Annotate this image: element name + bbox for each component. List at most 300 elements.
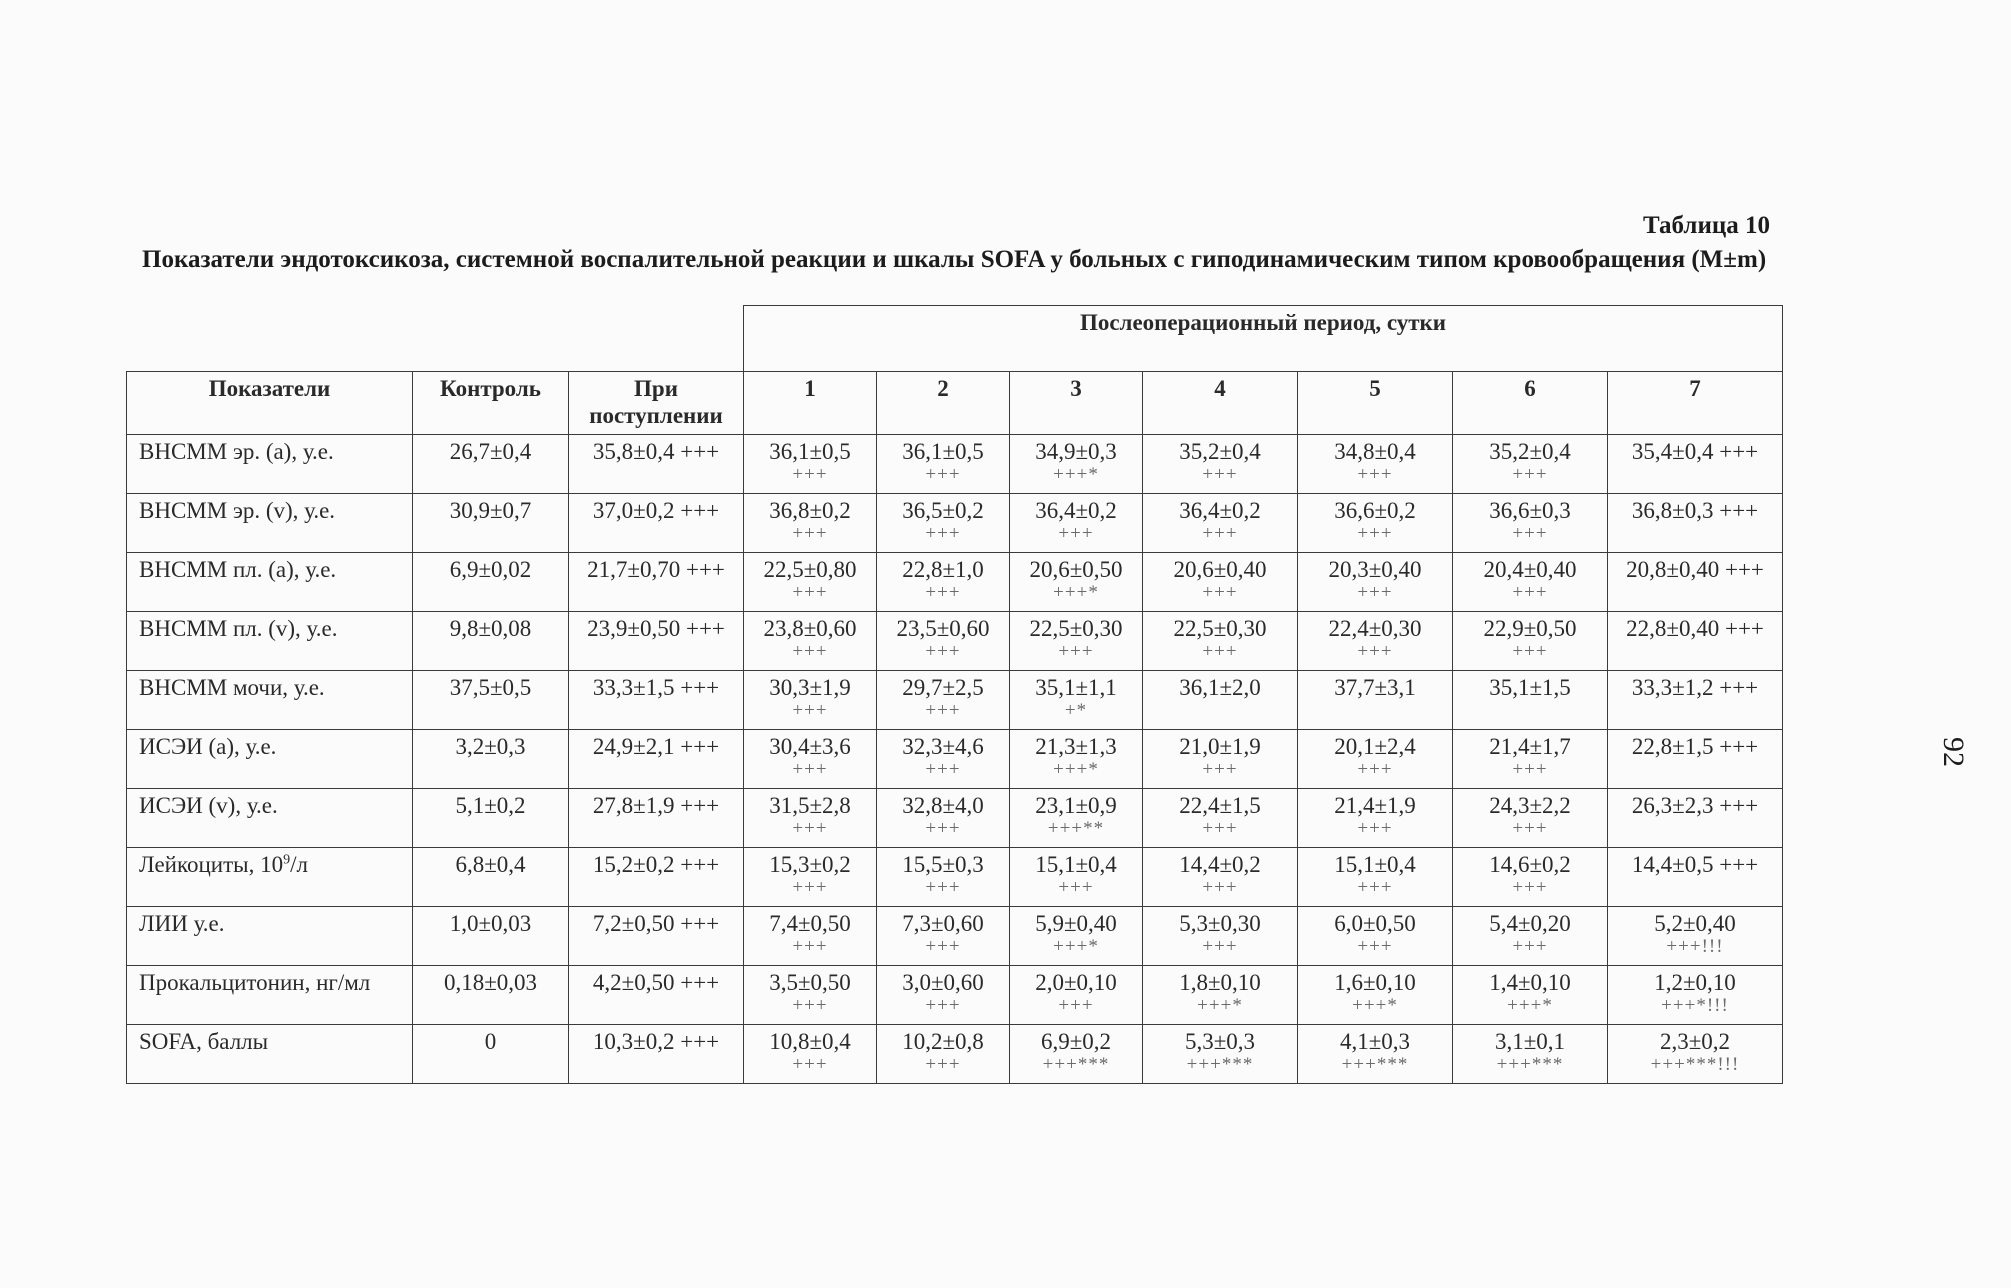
table-cell (413, 789, 569, 848)
significance-marker: +++ (1357, 818, 1393, 839)
data-table (126, 305, 1783, 1084)
significance-marker: +++ (1202, 641, 1238, 662)
cell-value: 15,1±0,4 (1035, 852, 1117, 877)
table-cell (744, 435, 877, 494)
significance-marker: +++ (1512, 759, 1548, 780)
cell-value: 15,5±0,3 (902, 852, 984, 877)
table-cell (877, 612, 1010, 671)
significance-marker: +++* (1053, 759, 1099, 780)
cell-value: 37,0±0,2 +++ (592, 498, 720, 523)
significance-marker: +++* (1053, 464, 1099, 485)
table-caption: Показатели эндотоксикоза, системной воспалительной реакции и шкалы SOFA у больных с гиподинамическим типом кровообращения (M±m) (142, 246, 1767, 273)
cell-value: 1,6±0,10 (1334, 970, 1416, 995)
table-cell (1143, 435, 1298, 494)
table-cell (1010, 553, 1143, 612)
cell-value: 34,9±0,3 (1035, 439, 1117, 464)
table-cell (744, 730, 877, 789)
cell-value: 23,9±0,50 +++ (587, 616, 725, 641)
cell-value: 6,9±0,02 (449, 557, 532, 582)
significance-marker: +++*** (1341, 1054, 1409, 1075)
cell-value: 7,4±0,50 (769, 911, 851, 936)
cell-value: 22,5±0,30 (1173, 616, 1267, 641)
cell-value: 24,9±2,1 +++ (592, 734, 720, 759)
cell-value: 36,6±0,3 (1489, 498, 1571, 523)
table-cell (569, 907, 744, 966)
cell-value: 22,5±0,30 (1029, 616, 1123, 641)
cell-value: 22,4±0,30 (1328, 616, 1422, 641)
cell-value: 36,5±0,2 (902, 498, 984, 523)
table-cell (1143, 553, 1298, 612)
significance-marker: +++ (1058, 995, 1094, 1016)
cell-value: 37,5±0,5 (449, 675, 532, 700)
table-cell (1010, 848, 1143, 907)
cell-value: 33,3±1,2 +++ (1631, 675, 1759, 700)
significance-marker: +++ (925, 936, 961, 957)
cell-value: 32,8±4,0 (902, 793, 984, 818)
table-cell (1143, 730, 1298, 789)
cell-value: 36,4±0,2 (1035, 498, 1117, 523)
cell-value: 32,3±4,6 (902, 734, 984, 759)
cell-value: 23,1±0,9 (1035, 793, 1117, 818)
cell-value: 6,9±0,2 (1040, 1029, 1112, 1054)
table-cell (1143, 848, 1298, 907)
table-cell (1010, 671, 1143, 730)
cell-value: 36,8±0,2 (769, 498, 851, 523)
table-cell (877, 1025, 1010, 1084)
table-cell (877, 966, 1010, 1025)
table-cell (569, 435, 744, 494)
significance-marker: +++ (1058, 641, 1094, 662)
significance-marker: +++* (1053, 936, 1099, 957)
table-row (127, 789, 1783, 848)
row-label-text: Прокальцитонин, нг/мл (139, 970, 371, 995)
cell-value: 22,8±0,40 +++ (1626, 616, 1764, 641)
cell-value: 3,5±0,50 (769, 970, 851, 995)
table-cell (744, 671, 877, 730)
row-label-text: ВНСММ пл. (а), у.е. (139, 557, 337, 582)
significance-marker: +++ (925, 523, 961, 544)
table-cell (413, 612, 569, 671)
cell-value: 3,1±0,1 (1494, 1029, 1566, 1054)
table-cell (744, 553, 877, 612)
column-header: Показатели (127, 372, 413, 435)
significance-marker: +++*!!! (1661, 995, 1729, 1016)
cell-value: 15,3±0,2 (769, 852, 851, 877)
significance-marker: +++ (792, 464, 828, 485)
significance-marker: +++ (925, 641, 961, 662)
table-cell (1298, 553, 1453, 612)
significance-marker: +++** (1047, 818, 1105, 839)
table-cell (413, 848, 569, 907)
column-header: 1 (744, 372, 877, 435)
table-cell (1608, 789, 1783, 848)
significance-marker: +++ (792, 936, 828, 957)
cell-value: 31,5±2,8 (769, 793, 851, 818)
row-label (127, 730, 413, 789)
significance-marker: +++ (1512, 582, 1548, 603)
table-cell (1453, 553, 1608, 612)
cell-value: 26,3±2,3 +++ (1631, 793, 1759, 818)
cell-value: 6,0±0,50 (1334, 911, 1416, 936)
table-cell (413, 907, 569, 966)
cell-value: 14,6±0,2 (1489, 852, 1571, 877)
row-label (127, 848, 413, 907)
row-label (127, 671, 413, 730)
table-cell (1608, 494, 1783, 553)
significance-marker: +++ (925, 877, 961, 898)
table-cell (569, 1025, 744, 1084)
table-cell (1608, 435, 1783, 494)
table-number: Таблица 10 (1642, 212, 1770, 239)
table-cell (569, 730, 744, 789)
table-cell (1298, 907, 1453, 966)
significance-marker: +++ (1202, 877, 1238, 898)
significance-marker: +++ (1357, 759, 1393, 780)
table-row (127, 848, 1783, 907)
table-cell (1298, 1025, 1453, 1084)
table-cell (877, 553, 1010, 612)
row-label-text: SOFA, баллы (139, 1029, 269, 1054)
table-row (127, 907, 1783, 966)
table-cell (1608, 553, 1783, 612)
column-header: Контроль (413, 372, 569, 435)
significance-marker: +++ (1202, 936, 1238, 957)
row-label-superscript: 9 (283, 852, 291, 868)
row-label-text: ВНСММ эр. (а), у.е. (139, 439, 334, 464)
significance-marker: +++ (925, 818, 961, 839)
table-row (127, 494, 1783, 553)
cell-value: 22,9±0,50 (1483, 616, 1577, 641)
table-row (127, 1025, 1783, 1084)
significance-marker: +++* (1197, 995, 1243, 1016)
cell-value: 2,0±0,10 (1035, 970, 1117, 995)
cell-value: 36,1±2,0 (1179, 675, 1261, 700)
table-cell (413, 1025, 569, 1084)
significance-marker: +++ (925, 759, 961, 780)
column-header: 5 (1298, 372, 1453, 435)
table-cell (1453, 1025, 1608, 1084)
cell-value: 10,8±0,4 (769, 1029, 851, 1054)
cell-value: 2,3±0,2 (1659, 1029, 1731, 1054)
table-cell (413, 730, 569, 789)
cell-value: 5,1±0,2 (455, 793, 526, 818)
cell-value: 22,4±1,5 (1179, 793, 1261, 818)
table-cell (1010, 494, 1143, 553)
significance-marker: +++ (1058, 877, 1094, 898)
cell-value: 20,4±0,40 (1483, 557, 1577, 582)
cell-value: 22,8±1,5 +++ (1631, 734, 1759, 759)
group-header: Послеоперационный период, сутки (744, 306, 1783, 372)
table-cell (877, 435, 1010, 494)
significance-marker: +++* (1352, 995, 1398, 1016)
cell-value: 14,4±0,5 +++ (1631, 852, 1759, 877)
significance-marker: +++ (925, 464, 961, 485)
table-row (127, 435, 1783, 494)
table-cell (1143, 907, 1298, 966)
cell-value: 4,1±0,3 (1339, 1029, 1411, 1054)
table-cell (1453, 966, 1608, 1025)
significance-marker: +++* (1053, 582, 1099, 603)
cell-value: 22,8±1,0 (902, 557, 984, 582)
cell-value: 7,2±0,50 +++ (592, 911, 720, 936)
significance-marker: +++ (792, 759, 828, 780)
table-cell (1608, 848, 1783, 907)
table-cell (877, 789, 1010, 848)
table-cell (1298, 966, 1453, 1025)
table-cell (1010, 1025, 1143, 1084)
cell-value: 21,4±1,9 (1334, 793, 1416, 818)
table-cell (1453, 494, 1608, 553)
table-cell (1608, 612, 1783, 671)
row-label-text: ВНСММ мочи, у.е. (139, 675, 325, 700)
table-cell (744, 848, 877, 907)
row-label-unit: /л (290, 852, 308, 877)
table-cell (1010, 966, 1143, 1025)
table-cell (569, 553, 744, 612)
table-cell (1608, 966, 1783, 1025)
table-cell (413, 494, 569, 553)
significance-marker: +++ (1512, 523, 1548, 544)
significance-marker: +++ (1357, 582, 1393, 603)
significance-marker: +++ (1357, 464, 1393, 485)
table-body (127, 435, 1783, 1084)
cell-value: 20,6±0,50 (1029, 557, 1123, 582)
significance-marker: +++*** (1042, 1054, 1110, 1075)
cell-value: 36,1±0,5 (902, 439, 984, 464)
cell-value: 14,4±0,2 (1179, 852, 1261, 877)
significance-marker: +++ (1202, 523, 1238, 544)
cell-value: 1,4±0,10 (1489, 970, 1571, 995)
significance-marker: +++ (1357, 877, 1393, 898)
cell-value: 20,6±0,40 (1173, 557, 1267, 582)
cell-value: 3,0±0,60 (902, 970, 984, 995)
table-cell (569, 494, 744, 553)
cell-value: 37,7±3,1 (1334, 675, 1416, 700)
column-header: 4 (1143, 372, 1298, 435)
table-cell (413, 966, 569, 1025)
table-cell (1143, 789, 1298, 848)
cell-value: 21,0±1,9 (1179, 734, 1261, 759)
table-cell (569, 789, 744, 848)
cell-value: 10,2±0,8 (902, 1029, 984, 1054)
cell-value: 35,4±0,4 +++ (1631, 439, 1759, 464)
cell-value: 21,4±1,7 (1489, 734, 1571, 759)
table-cell (877, 848, 1010, 907)
row-label-text: ИСЭИ (v), у.е. (139, 793, 278, 818)
table-cell (1298, 789, 1453, 848)
table-cell (1298, 671, 1453, 730)
significance-marker: +++ (925, 700, 961, 721)
table-cell (413, 553, 569, 612)
cell-value: 35,1±1,1 (1035, 675, 1117, 700)
cell-value: 10,3±0,2 +++ (592, 1029, 720, 1054)
cell-value: 35,2±0,4 (1489, 439, 1571, 464)
table-cell (1010, 789, 1143, 848)
significance-marker: +++ (792, 818, 828, 839)
table-cell (744, 494, 877, 553)
significance-marker: +++***!!! (1650, 1054, 1740, 1075)
column-header: 7 (1608, 372, 1783, 435)
row-label (127, 435, 413, 494)
table-cell (413, 435, 569, 494)
table-row (127, 553, 1783, 612)
cell-value: 36,8±0,3 +++ (1631, 498, 1759, 523)
significance-marker: +++ (1512, 936, 1548, 957)
significance-marker: +++ (792, 995, 828, 1016)
cell-value: 20,3±0,40 (1328, 557, 1422, 582)
table-cell (1010, 435, 1143, 494)
column-header: При поступлении (569, 372, 744, 435)
significance-marker: +++ (792, 523, 828, 544)
table-cell (744, 907, 877, 966)
table-row (127, 612, 1783, 671)
significance-marker: +++ (1357, 523, 1393, 544)
cell-value: 21,7±0,70 +++ (587, 557, 725, 582)
table-cell (1143, 966, 1298, 1025)
table-cell (413, 671, 569, 730)
cell-value: 9,8±0,08 (449, 616, 532, 641)
cell-value: 26,7±0,4 (449, 439, 532, 464)
cell-value: 20,8±0,40 +++ (1626, 557, 1764, 582)
table-cell (1453, 848, 1608, 907)
cell-value: 5,4±0,20 (1489, 911, 1571, 936)
significance-marker: +++ (792, 1054, 828, 1075)
table-cell (1453, 789, 1608, 848)
row-label (127, 553, 413, 612)
table-cell (744, 612, 877, 671)
cell-value: 27,8±1,9 +++ (592, 793, 720, 818)
header-spacer (127, 306, 744, 372)
table-cell (569, 671, 744, 730)
cell-value: 3,2±0,3 (455, 734, 526, 759)
cell-value: 33,3±1,5 +++ (592, 675, 720, 700)
table-cell (1143, 1025, 1298, 1084)
table-cell (1608, 1025, 1783, 1084)
significance-marker: +++ (1512, 464, 1548, 485)
table-cell (1298, 494, 1453, 553)
table-cell (1010, 907, 1143, 966)
table-cell (744, 966, 877, 1025)
cell-value: 6,8±0,4 (455, 852, 526, 877)
column-header: 3 (1010, 372, 1143, 435)
significance-marker: +++ (1357, 641, 1393, 662)
cell-value: 29,7±2,5 (902, 675, 984, 700)
significance-marker: +++ (1202, 818, 1238, 839)
table-cell (744, 789, 877, 848)
cell-value: 30,4±3,6 (769, 734, 851, 759)
table-cell (744, 1025, 877, 1084)
significance-marker: +++ (925, 1054, 961, 1075)
cell-value: 30,3±1,9 (769, 675, 851, 700)
cell-value: 36,4±0,2 (1179, 498, 1261, 523)
table-cell (1143, 494, 1298, 553)
cell-value: 15,2±0,2 +++ (592, 852, 720, 877)
table-cell (1298, 730, 1453, 789)
cell-value: 0 (484, 1029, 497, 1054)
row-label (127, 966, 413, 1025)
row-label-text: ИСЭИ (а), у.е. (139, 734, 277, 759)
cell-value: 21,3±1,3 (1035, 734, 1117, 759)
row-label-text: ВНСММ эр. (v), у.е. (139, 498, 336, 523)
row-label (127, 612, 413, 671)
column-header: 6 (1453, 372, 1608, 435)
significance-marker: +++ (1202, 759, 1238, 780)
cell-value: 23,8±0,60 (763, 616, 857, 641)
cell-value: 36,6±0,2 (1334, 498, 1416, 523)
significance-marker: +++ (925, 995, 961, 1016)
table-cell (569, 848, 744, 907)
row-label-text: ВНСММ пл. (v), у.е. (139, 616, 338, 641)
cell-value: 36,1±0,5 (769, 439, 851, 464)
cell-value: 35,1±1,5 (1489, 675, 1571, 700)
row-label-text: ЛИИ у.е. (139, 911, 225, 936)
table-cell (1298, 848, 1453, 907)
table-cell (877, 671, 1010, 730)
cell-value: 20,1±2,4 (1334, 734, 1416, 759)
table-cell (1298, 435, 1453, 494)
table-cell (569, 966, 744, 1025)
significance-marker: +++ (1512, 818, 1548, 839)
cell-value: 22,5±0,80 (763, 557, 857, 582)
table-cell (1143, 612, 1298, 671)
table-cell (1453, 435, 1608, 494)
significance-marker: +++ (925, 582, 961, 603)
row-label (127, 494, 413, 553)
table-cell (1010, 612, 1143, 671)
significance-marker: +++ (1202, 464, 1238, 485)
column-header: 2 (877, 372, 1010, 435)
significance-marker: +++ (792, 641, 828, 662)
row-label (127, 1025, 413, 1084)
cell-value: 5,9±0,40 (1035, 911, 1117, 936)
cell-value: 35,2±0,4 (1179, 439, 1261, 464)
table-cell (877, 730, 1010, 789)
table-cell (569, 612, 744, 671)
cell-value: 34,8±0,4 (1334, 439, 1416, 464)
row-label (127, 789, 413, 848)
cell-value: 0,18±0,03 (443, 970, 538, 995)
significance-marker: +++ (1512, 641, 1548, 662)
table-row (127, 966, 1783, 1025)
page-number: 92 (1937, 737, 1970, 767)
significance-marker: +++* (1507, 995, 1553, 1016)
table-cell (877, 907, 1010, 966)
cell-value: 1,8±0,10 (1179, 970, 1261, 995)
cell-value: 24,3±2,2 (1489, 793, 1571, 818)
table-cell (877, 494, 1010, 553)
significance-marker: +++ (1357, 936, 1393, 957)
table-cell (1453, 730, 1608, 789)
table-cell (1608, 671, 1783, 730)
significance-marker: +* (1064, 700, 1088, 721)
table-row (127, 671, 1783, 730)
row-label-text: Лейкоциты, 10 (139, 852, 284, 877)
cell-value: 1,2±0,10 (1654, 970, 1736, 995)
significance-marker: +++ (1512, 877, 1548, 898)
table-cell (1453, 671, 1608, 730)
table-cell (1143, 671, 1298, 730)
cell-value: 5,2±0,40 (1654, 911, 1736, 936)
cell-value: 35,8±0,4 +++ (592, 439, 720, 464)
row-label (127, 907, 413, 966)
table-cell (1453, 612, 1608, 671)
table-cell (1608, 730, 1783, 789)
significance-marker: +++ (1202, 582, 1238, 603)
significance-marker: +++ (792, 877, 828, 898)
significance-marker: +++*** (1186, 1054, 1254, 1075)
significance-marker: +++*** (1496, 1054, 1564, 1075)
table-cell (1453, 907, 1608, 966)
